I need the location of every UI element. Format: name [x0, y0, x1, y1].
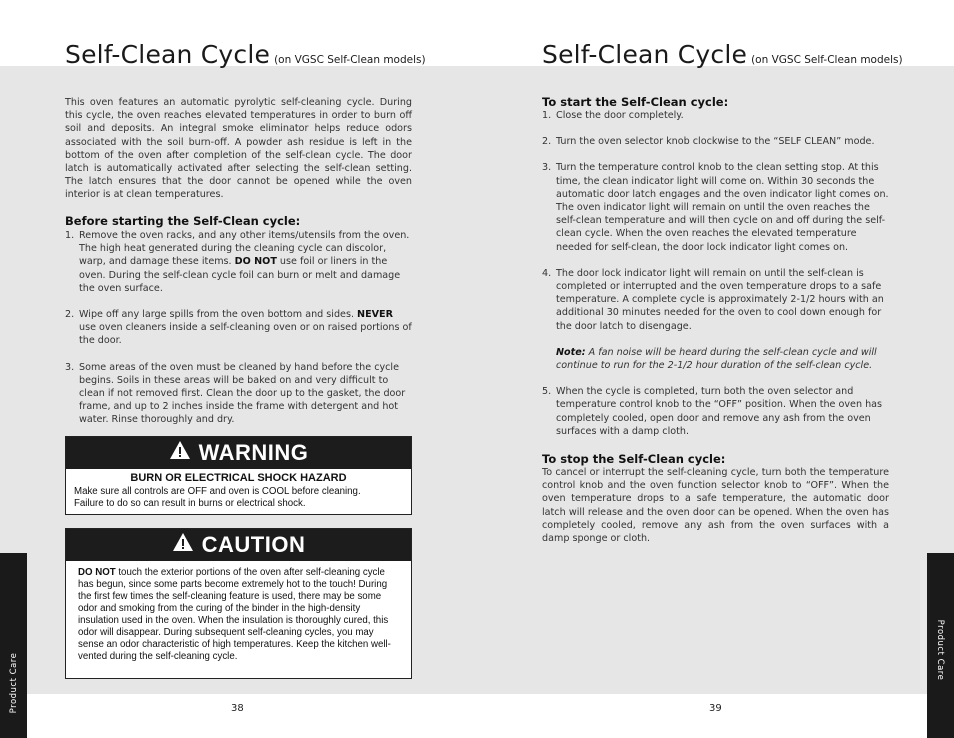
left-tab-label: Product Care — [9, 652, 19, 714]
note-item: Note: A fan noise will be heard during the self-clean cycle and will continue to run for the 2-1/2 hour duration of the self-clean cycle. — [556, 346, 877, 372]
start-item: 3. Turn the temperature control knob to the clean setting stop. At this time, the clean indicator light will come on. Within 30 seconds the automatic door latch engages and the oven indicator light comes on. The oven indicator light will remain on until the oven reaches the self-clean temperature and will then cycle on and off during the self-clean cycle. When the oven reaches the elevated temperature needed for self-clean, the door lock indicator light comes on. — [542, 162, 889, 253]
start-item: 2. Turn the oven selector knob clockwise to the “SELF CLEAN” mode. — [542, 136, 875, 148]
start-section — [542, 95, 889, 438]
start-list — [542, 109, 889, 438]
stop-paragraph: To cancel or interrupt the self-cleaning cycle, turn both the temperature control knob and the oven function selector knob to “OFF”. When the oven temperature drops to a safe temperature, the automatic door latch will release and the oven door can be opened. When the oven has completely cooled, remove any ash from the oven surfaces with a damp sponge or cloth. — [542, 467, 889, 545]
start-heading: To start the Self-Clean cycle: — [542, 95, 729, 109]
warning-text-line: Make sure all controls are OFF and oven is COOL before cleaning. — [74, 486, 361, 497]
before-item: 2. Wipe off any large spills from the oven bottom and sides. NEVER use oven cleaners inside a self-cleaning oven or on raised portions of the door. — [65, 309, 412, 347]
warning-triangle-icon — [169, 440, 191, 466]
left-page-number: 38 — [231, 703, 244, 714]
start-item: 4. The door lock indicator light will remain on until the self-clean is completed or interrupted and the oven temperature drops to a safe temperature. A complete cycle is approximately 2-1/2 hours with an additional 30 minutes needed for the oven to cool down enough for the door latch to disengage. — [542, 267, 884, 332]
stop-heading: To stop the Self-Clean cycle: — [542, 452, 726, 466]
intro-paragraph: This oven features an automatic pyrolytic self-cleaning cycle. During this cycle, the oven reaches elevated temperatures in order to burn off soil and deposits. An integral smoke eliminator helps reduce odors associated with the soil burn-off. A powder ash residue is left in the bottom of the oven after completion of the self-clean cycle. The door latch is automatically activated after selecting the self-clean setting. The latch ensures that the door cannot be opened while the oven interior is at clean temperatures. — [65, 97, 412, 201]
before-item: 1. Remove the oven racks, and any other items/utensils from the oven. The high heat generated during the cleaning cycle can discolor, warp, and damage these items. DO NOT use foil or liners in the oven. During the self-clean cycle foil can burn or melt and damage the oven surface. — [65, 230, 410, 294]
left-title-subtitle: (on VGSC Self-Clean models) — [274, 54, 426, 66]
note-label: Note: — [556, 346, 586, 358]
caution-triangle-icon — [172, 532, 194, 558]
warning-text-line: Failure to do so can result in burns or electrical shock. — [74, 498, 306, 509]
right-page-title: Self-Clean Cycle (on VGSC Self-Clean models) — [542, 40, 903, 69]
left-page-title: Self-Clean Cycle (on VGSC Self-Clean models) — [65, 40, 426, 69]
left-side-tab — [0, 553, 27, 738]
stop-section — [542, 452, 889, 545]
caution-header: CAUTION — [66, 529, 411, 561]
warning-hazard-title: BURN OR ELECTRICAL SHOCK HAZARD — [130, 472, 347, 484]
right-page-number: 39 — [709, 703, 722, 714]
before-heading: Before starting the Self-Clean cycle: — [65, 214, 301, 228]
before-list — [65, 229, 412, 427]
caution-box — [65, 528, 412, 679]
before-item: 3. Some areas of the oven must be cleaned by hand before the cycle begins. Soils in these areas will be baked on and very difficult to clean if not removed first. Clean the door up to the gasket, the door frame, and up to 2 inches inside the frame with detergent and hot water. Rinse thoroughly and dry. — [65, 361, 406, 426]
right-side-tab — [927, 553, 954, 738]
right-tab-label: Product Care — [935, 619, 945, 681]
start-item: 5. When the cycle is completed, turn both the oven selector and temperature control knob to the “OFF” position. When the oven has completely cooled, open door and remove any ash from the oven surfaces with a damp cloth. — [542, 386, 883, 437]
caution-text: DO NOT touch the exterior portions of the oven after self-cleaning cycle has begun, since some parts become extremely hot to the touch! During the first few times the self-cleaning feature is used, there may be some odor and smoking from the curing of the binder in the high-density insulation used in the oven. When the insulation is thoroughly cured, this odor will disappear. During subsequent self-cleaning cycles, you may sense an odor characteristic of high temperatures. Keep the kitchen well-vented during the self-cleaning cycle. — [78, 567, 391, 662]
before-section — [65, 214, 412, 427]
start-item: 1. Close the door completely. — [542, 110, 684, 121]
warning-header: WARNING — [66, 437, 411, 469]
warning-box — [65, 436, 412, 515]
right-title-subtitle: (on VGSC Self-Clean models) — [751, 54, 903, 66]
